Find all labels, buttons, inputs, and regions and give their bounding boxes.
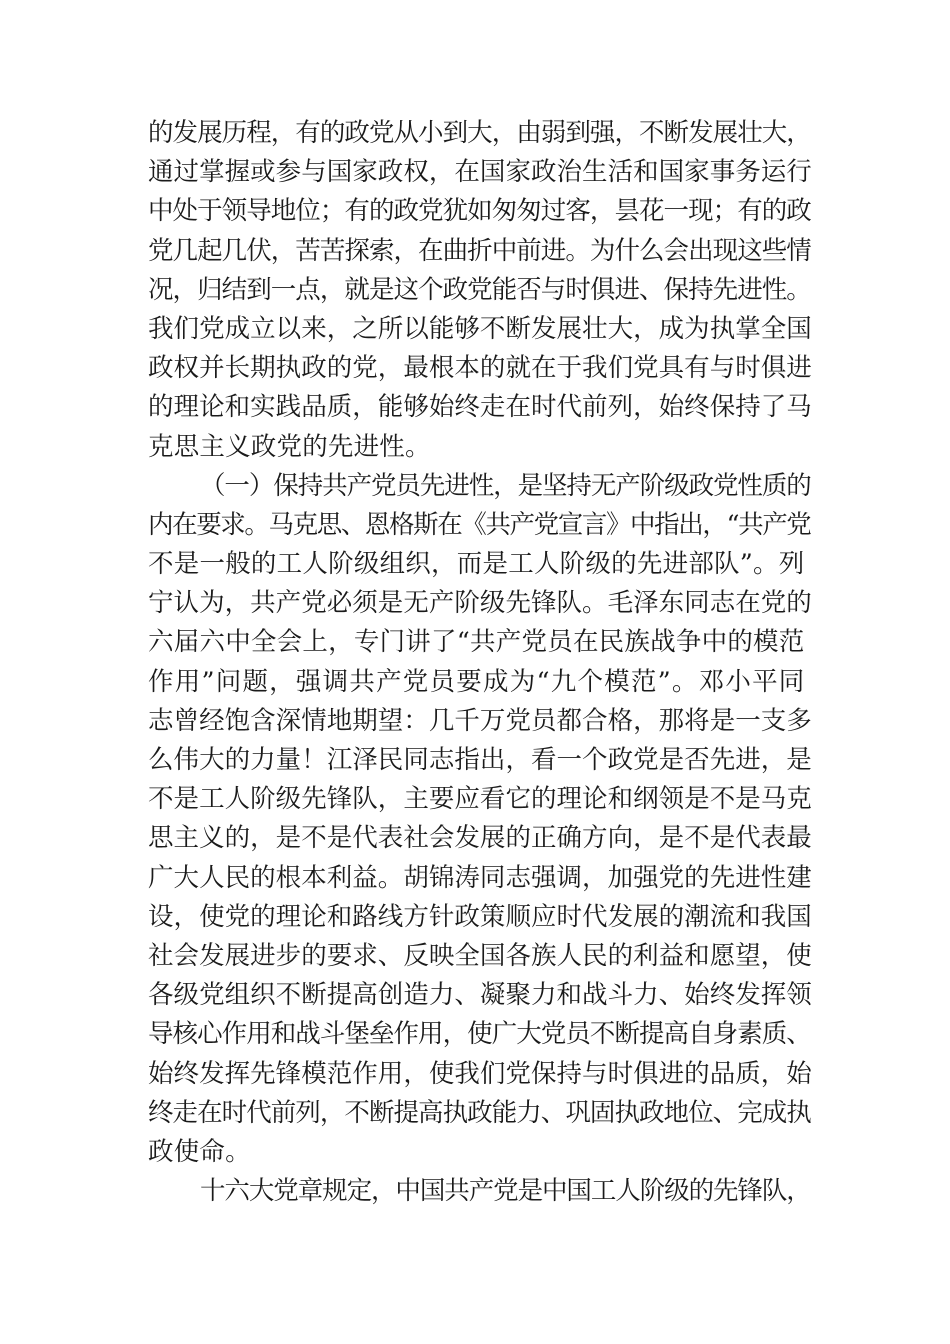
text-line: 广大人民的根本利益。胡锦涛同志强调，加强党的先进性建 — [148, 862, 812, 893]
text-line: 始终发挥先锋模范作用，使我们党保持与时俱进的品质，始 — [148, 1058, 812, 1089]
text-line: 中处于领导地位；有的政党犹如匆匆过客，昙花一现；有的政 — [148, 196, 811, 227]
text-line: 况，归结到一点，就是这个政党能否与时俱进、保持先进性。 — [148, 274, 811, 305]
text-line: 克思主义政党的先进性。 — [148, 431, 431, 462]
text-line: 通过掌握或参与国家政权，在国家政治生活和国家事务运行 — [148, 157, 812, 188]
text-line: 终走在时代前列，不断提高执政能力、巩固执政地位、完成执 — [148, 1097, 811, 1128]
text-line: 政权并长期执政的党，最根本的就在于我们党具有与时俱进 — [148, 353, 812, 384]
text-line: 不是工人阶级先锋队，主要应看它的理论和纲领是不是马克 — [148, 784, 812, 815]
text-line: 内在要求。马克思、恩格斯在《共产党宣言》中指出，“共产党 — [148, 509, 811, 540]
text-line: 我们党成立以来，之所以能够不断发展壮大，成为执掌全国 — [148, 313, 812, 344]
paragraph-first-line: 十六大党章规定，中国共产党是中国工人阶级的先锋队， — [200, 1176, 811, 1207]
text-line: 导核心作用和战斗堡垒作用，使广大党员不断提高自身素质、 — [148, 1019, 811, 1050]
text-line: 党几起几伏，苦苦探索，在曲折中前进。为什么会出现这些情 — [148, 235, 811, 266]
text-line: 各级党组织不断提高创造力、凝聚力和战斗力、始终发挥领 — [148, 980, 812, 1011]
text-line: 作用”问题，强调共产党员要成为“九个模范”。邓小平同 — [148, 666, 806, 697]
text-line: 思主义的，是不是代表社会发展的正确方向，是不是代表最 — [148, 823, 812, 854]
document-body — [148, 114, 812, 1211]
text-line: 社会发展进步的要求、反映全国各族人民的利益和愿望，使 — [148, 940, 812, 971]
text-line: 设，使党的理论和路线方针政策顺应时代发展的潮流和我国 — [148, 901, 812, 932]
text-line: 的理论和实践品质，能够始终走在时代前列，始终保持了马 — [148, 392, 812, 423]
text-line: 宁认为，共产党必须是无产阶级先锋队。毛泽东同志在党的 — [148, 588, 812, 619]
text-line: 不是一般的工人阶级组织，而是工人阶级的先进部队”。列 — [148, 549, 805, 580]
text-line: 志曾经饱含深情地期望：几千万党员都合格，那将是一支多 — [148, 705, 812, 736]
text-line: 么伟大的力量！江泽民同志指出，看一个政党是否先进，是 — [148, 745, 812, 775]
text-line: 的发展历程，有的政党从小到大，由弱到强，不断发展壮大， — [148, 118, 811, 148]
text-line: 政使命。 — [148, 1136, 251, 1167]
text-line: 六届六中全会上，专门讲了“共产党员在民族战争中的模范 — [148, 627, 805, 658]
paragraph-first-line: （一）保持共产党员先进性，是坚持无产阶级政党性质的 — [200, 470, 811, 501]
